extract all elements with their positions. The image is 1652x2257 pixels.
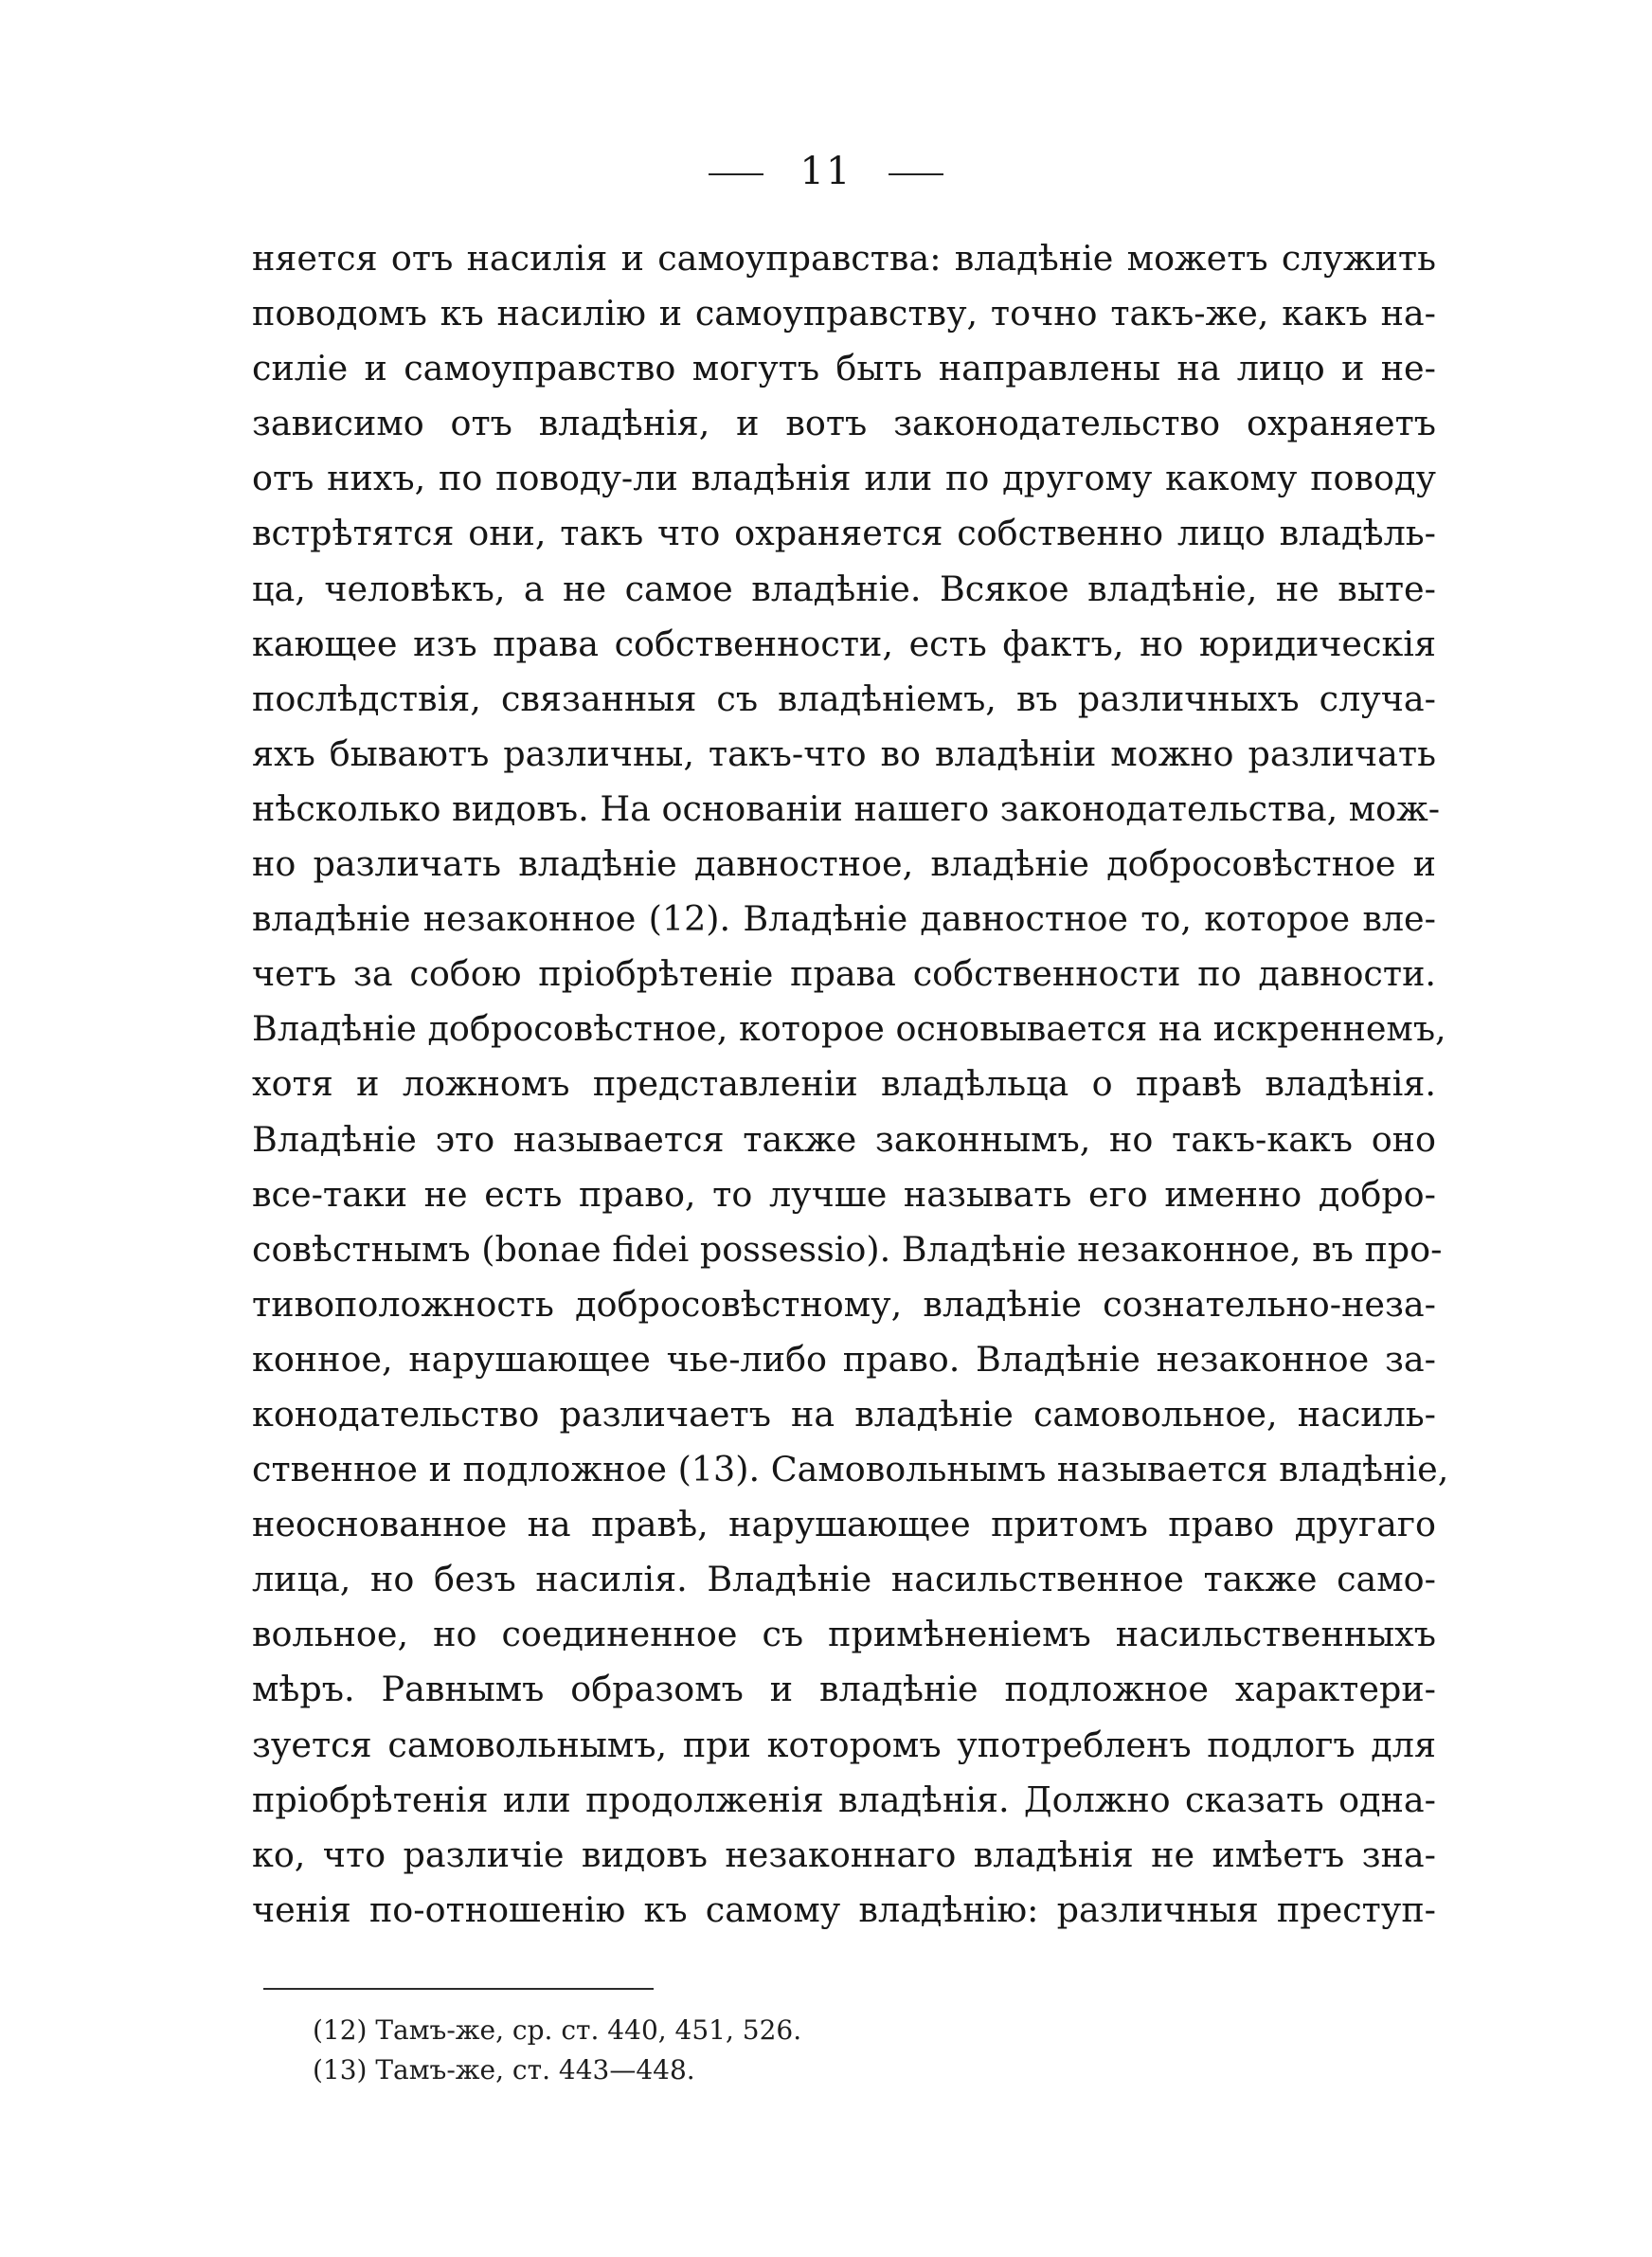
text-line: совѣстнымъ (bonae fidei possessio). Владѣніе незаконное, въ про- [252, 1228, 1443, 1270]
left-dash [709, 173, 763, 175]
right-dash [889, 173, 943, 175]
text-line: вольное, но соединенное съ примѣненіемъ насильственныхъ [252, 1614, 1436, 1655]
text-line: нѣсколько видовъ. На основаніи нашего законодательства, мож- [252, 787, 1441, 829]
text-line: ца, человѣкъ, а не самое владѣніе. Всякое владѣніе, не выте- [252, 568, 1436, 609]
text-line: ственное и подложное (13). Самовольнымъ называется владѣніе, [252, 1449, 1449, 1490]
text-line: силіе и самоуправство могутъ быть направлены на лицо и не- [252, 348, 1436, 389]
footnote-13: (13) Тамъ-же, ст. 443—448. [313, 2054, 695, 2085]
text-line: все-таки не есть право, то лучше называть его именно добро- [252, 1173, 1436, 1215]
text-line: четъ за собою пріобрѣтеніе права собственности по давности. [252, 953, 1436, 995]
text-line: поводомъ къ насилію и самоуправству, точно такъ-же, какъ на- [252, 293, 1436, 334]
text-line: мѣръ. Равнымъ образомъ и владѣніе подложное характери- [252, 1669, 1436, 1710]
text-line: хотя и ложномъ представленіи владѣльца о правѣ владѣнія. [252, 1063, 1436, 1105]
page-number: 11 [799, 150, 853, 193]
text-line: яхъ бываютъ различны, такъ-что во владѣніи можно различать [252, 732, 1436, 774]
footnote-separator [263, 1988, 654, 1990]
text-line: тивоположность добросовѣстному, владѣніе сознательно-неза- [252, 1283, 1436, 1325]
text-line: няется отъ насилія и самоуправства: владѣніе можетъ служить [252, 238, 1436, 279]
text-line: послѣдствія, связанныя съ владѣніемъ, въ различныхъ случа- [252, 677, 1436, 719]
text-line: пріобрѣтенія или продолженія владѣнія. Должно сказать одна- [252, 1779, 1436, 1820]
text-line: конное, нарушающее чье-либо право. Владѣніе незаконное за- [252, 1338, 1436, 1380]
body-text [252, 231, 1449, 1938]
text-line: владѣніе незаконное (12). Владѣніе давностное то, которое вле- [252, 898, 1436, 940]
text-line: неоснованное на правѣ, нарушающее притомъ право другаго [252, 1504, 1436, 1545]
text-line: Владѣніе добросовѣстное, которое основывается на искреннемъ, [252, 1008, 1446, 1050]
text-line: зависимо отъ владѣнія, и вотъ законодательство охраняетъ [252, 403, 1436, 444]
text-line: лица, но безъ насилія. Владѣніе насильственное также само- [252, 1559, 1436, 1600]
text-line: встрѣтятся они, такъ что охраняется собственно лицо владѣль- [252, 513, 1436, 554]
text-line: зуется самовольнымъ, при которомъ употребленъ подлогъ для [252, 1724, 1436, 1765]
footnote-12: (12) Тамъ-же, ср. ст. 440, 451, 526. [313, 2014, 802, 2046]
page-number-header [0, 150, 1652, 193]
text-line: но различать владѣніе давностное, владѣніе добросовѣстное и [252, 843, 1436, 885]
text-line: отъ нихъ, по поводу-ли владѣнія или по другому какому поводу [252, 458, 1436, 499]
text-line: ченія по-отношенію къ самому владѣнію: различныя преступ- [252, 1888, 1436, 1930]
text-line: конодательство различаетъ на владѣніе самовольное, насиль- [252, 1393, 1436, 1435]
footnotes [313, 2011, 976, 2090]
text-line: Владѣніе это называется также законнымъ, но такъ-какъ оно [252, 1118, 1436, 1160]
text-line: кающее изъ права собственности, есть фактъ, но юридическія [252, 623, 1436, 664]
text-line: ко, что различіе видовъ незаконнаго владѣнія не имѣетъ зна- [252, 1833, 1436, 1875]
